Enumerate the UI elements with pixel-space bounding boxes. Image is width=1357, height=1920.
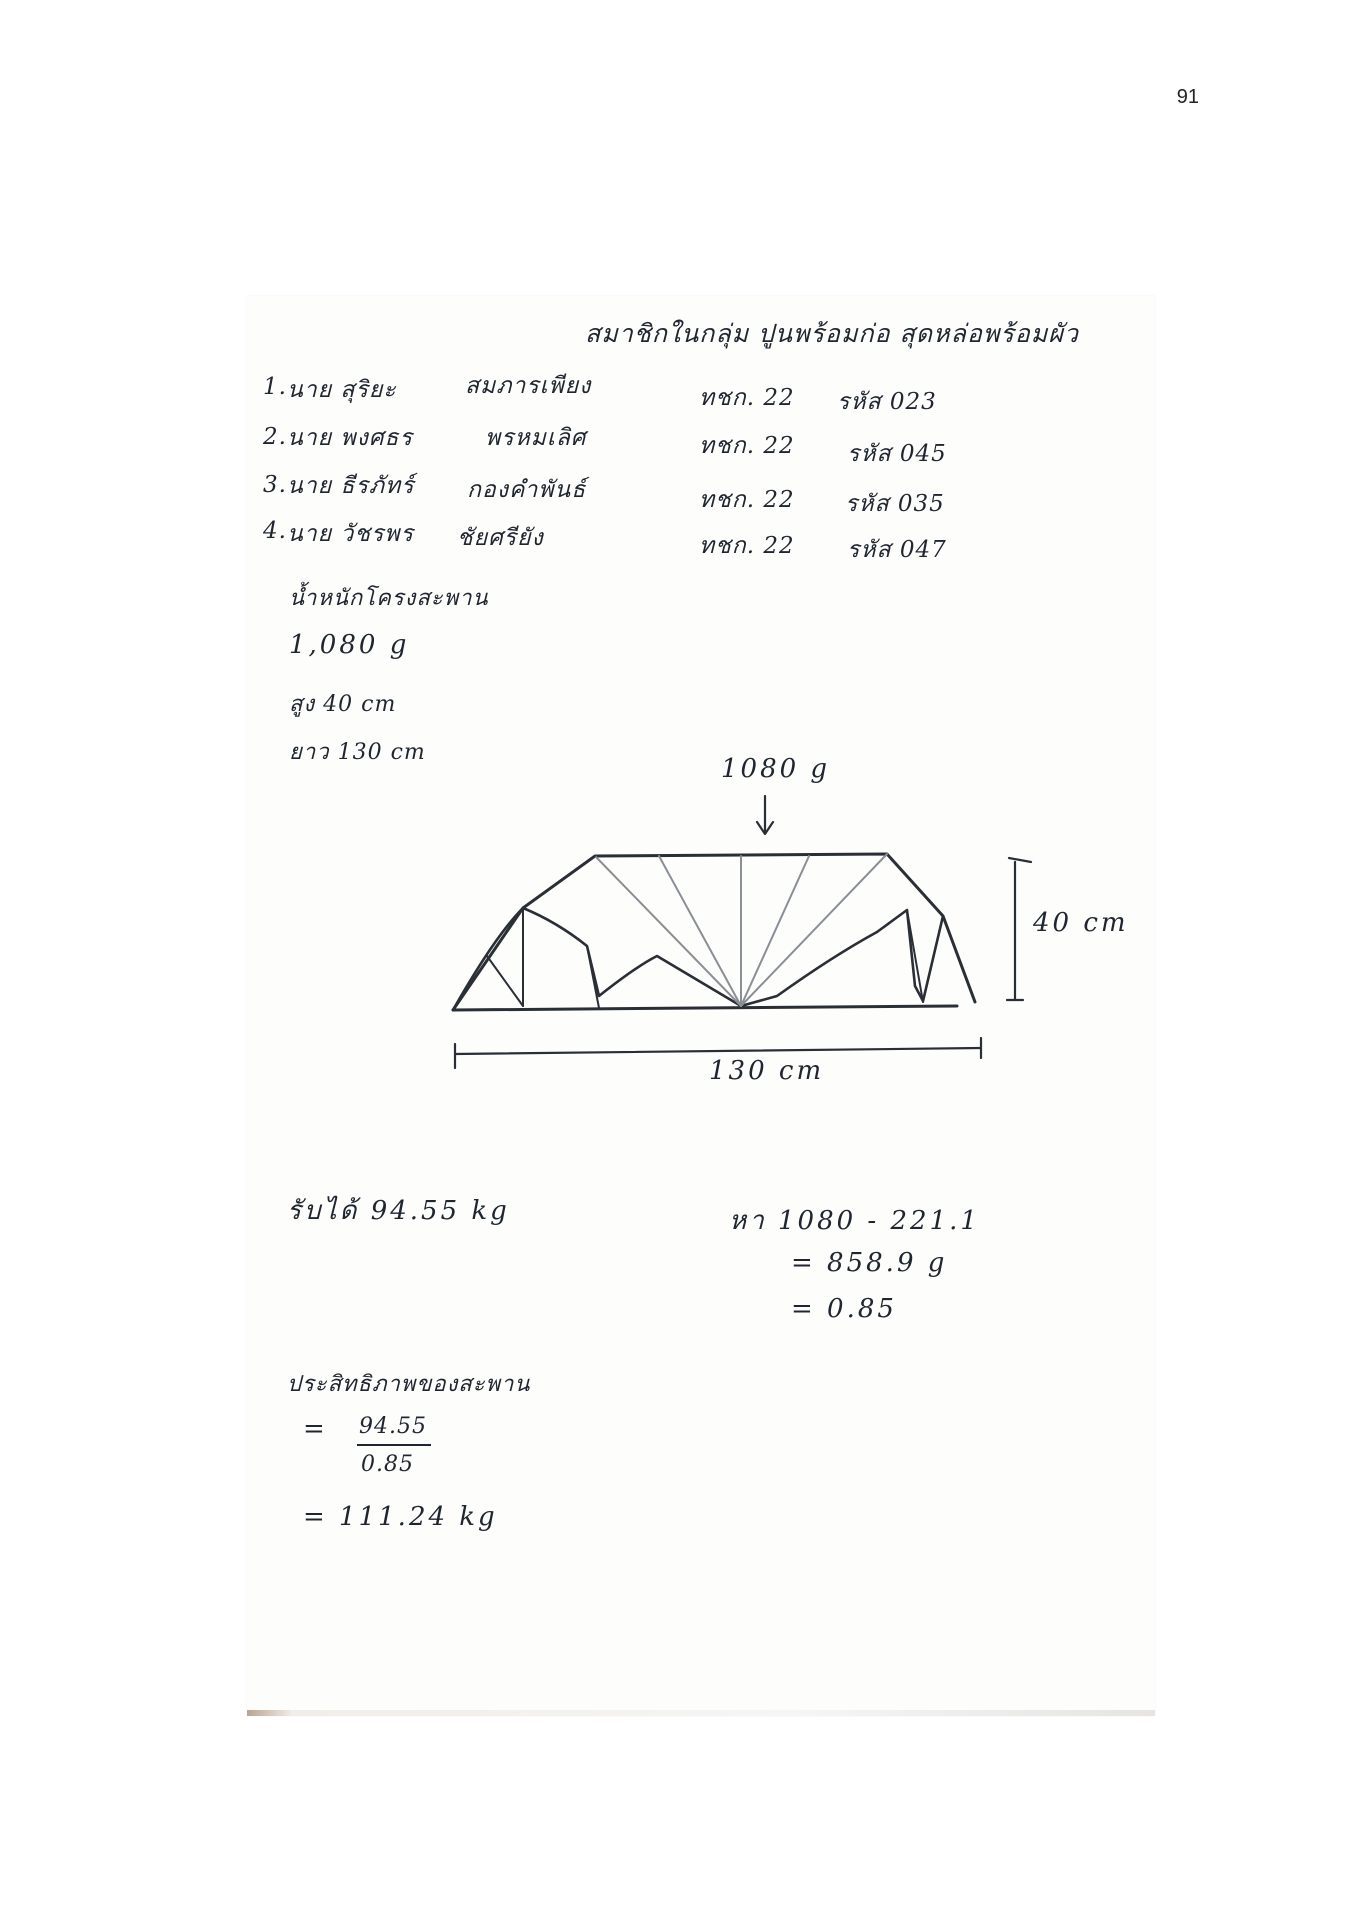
group-title: สมาชิกในกลุ่ม ปูนพร้อมก่อ สุดหล่อพร้อมผัว [585,319,1079,348]
member-index: 4. [263,518,287,544]
height-dimension-label: 40 cm [1033,908,1129,938]
efficiency-denominator: 0.85 [361,1452,414,1477]
truss-bottom-chord [453,1006,957,1010]
fraction-bar [357,1444,431,1446]
weight-label: น้ำหนักโครงสะพาน [289,586,489,611]
load-label: 1080 g [721,754,831,784]
member-surname: สมภารเพียง [465,373,592,399]
member-class: ทชก. 22 [699,433,795,459]
calc-line-2: = 858.9 g [791,1248,948,1278]
member-class: ทชก. 22 [699,385,795,411]
member-name: นาย สุริยะ [287,377,397,403]
member-name: นาย พงศธร [287,425,413,451]
member-index: 3. [263,472,287,498]
truss-inner-arch [453,908,943,1010]
span-dimension-label: 130 cm [709,1056,825,1086]
member-surname: ชัยศรียัง [457,525,544,551]
capacity-result: รับได้ 94.55 kg [287,1196,510,1226]
scanned-handwritten-sheet [247,296,1155,1716]
efficiency-label: ประสิทธิภาพของสะพาน [287,1372,531,1397]
efficiency-result: = 111.24 kg [303,1502,498,1532]
member-class: ทชก. 22 [699,533,795,559]
member-index: 1. [263,374,287,400]
member-index: 2. [263,424,287,450]
member-surname: กองคำพันธ์ [467,477,587,503]
member-class: ทชก. 22 [699,487,795,513]
load-arrow [757,796,773,834]
calc-line-1: หา 1080 - 221.1 [729,1206,980,1236]
efficiency-numerator: 94.55 [359,1414,427,1439]
scan-edge [247,1710,1155,1716]
height-dimension-line [1007,858,1031,1000]
efficiency-equals: = [303,1414,328,1444]
member-code: รหัส 047 [847,537,947,563]
calc-line-3: = 0.85 [791,1294,897,1324]
member-name: นาย วัชรพร [287,521,414,547]
member-surname: พรหมเลิศ [485,425,587,451]
member-name: นาย ธีรภัทร์ [287,473,415,499]
truss-web-members [487,854,943,1008]
member-code: รหัส 035 [845,491,945,517]
member-code: รหัส 023 [837,389,937,415]
span-dimension-line [455,1038,981,1068]
length-spec: ยาว 130 cm [289,740,426,765]
truss-top-chord [453,854,975,1010]
height-spec: สูง 40 cm [289,692,397,717]
page-number: 91 [1176,86,1199,108]
member-code: รหัส 045 [847,441,947,467]
weight-value: 1,080 g [289,630,410,660]
